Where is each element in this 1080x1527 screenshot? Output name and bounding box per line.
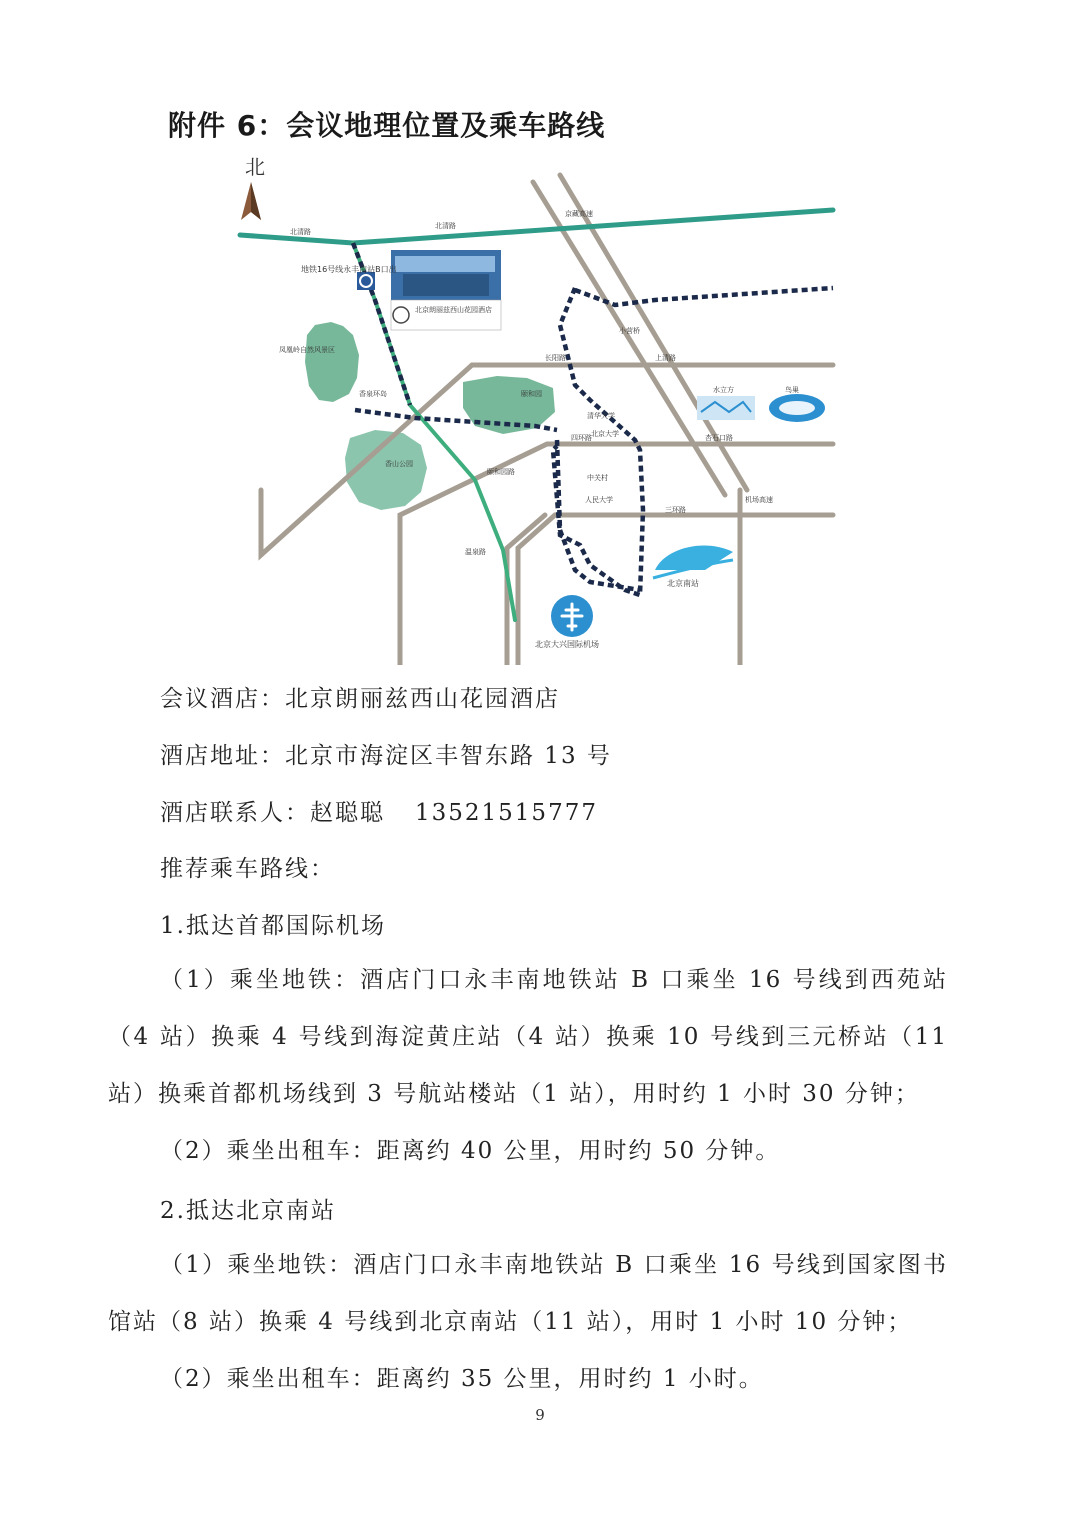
birdnest-label: 鸟巢 [785, 386, 799, 394]
daxing-airport-label: 北京大兴国际机场 [535, 640, 599, 649]
section1-item2: （2）乘坐出租车：距离约 40 公里，用时约 50 分钟。 [160, 1138, 781, 1164]
page-title: 附件 6：会议地理位置及乘车路线 [168, 109, 606, 142]
olympic-venues-icon [697, 394, 825, 422]
fragrant-hills-label: 香山公园 [385, 460, 413, 468]
xiaoyingqiao-label: 小营桥 [619, 327, 640, 335]
hotel-contact [160, 794, 598, 827]
road-label-east-top: 京藏高速 [565, 210, 593, 218]
north-arrow-icon [241, 155, 265, 220]
routes-label: 推荐乘车路线： [160, 856, 335, 882]
renmin-label: 人民大学 [585, 496, 613, 504]
road-label-wenquan: 温泉路 [465, 548, 486, 556]
section1-item1: （1）乘坐地铁：酒店门口永丰南地铁站 B 口乘坐 16 号线到西苑站（4 站）换乘 4 号线到海淀黄庄站（4 站）换乘 10 号线到三元桥站（11 站）换乘首都机场线到 3 号航站楼站（1 站），用时约 1 小时 30 分钟； [108, 967, 948, 1107]
hotel-address: 酒店地址：北京市海淀区丰智东路 13 号 [160, 743, 612, 769]
north-label: 北 [245, 155, 265, 179]
pku-label: 北京大学 [591, 430, 619, 438]
road-label-north-left: 北清路 [290, 228, 311, 236]
road-label-ring5: 上清路 [655, 354, 676, 362]
page-number: 9 [535, 1406, 545, 1424]
summer-palace-label: 颐和园 [521, 390, 542, 398]
hotel-name: 会议酒店：北京朗丽兹西山花园酒店 [160, 686, 560, 712]
train-station-icon [653, 546, 733, 578]
beijing-south-label: 北京南站 [667, 579, 699, 588]
watercube-label: 水立方 [713, 386, 734, 394]
section2-item2: （2）乘坐出租车：距离约 35 公里，用时约 1 小时。 [160, 1366, 764, 1392]
hotel-station-label: 地铁16号线永丰南站B口出 [301, 265, 397, 274]
hotel-photo [391, 250, 501, 330]
road-label-airport: 机场高速 [745, 496, 773, 504]
zgc-label: 中关村 [587, 474, 608, 482]
section2-item1: （1）乘坐地铁：酒店门口永丰南地铁站 B 口乘坐 16 号线到国家图书馆站（8 站）换乘 4 号线到北京南站（11 站），用时 1 小时 10 分钟； [108, 1252, 948, 1335]
section2-heading: 2.抵达北京南站 [160, 1198, 336, 1224]
road-label-yingyuan: 颐和园路 [487, 468, 515, 476]
fhill-label: 凤凰岭自然风景区 [279, 346, 335, 354]
tsinghua-label: 清华大学 [587, 412, 615, 420]
hotel-label: 北京朗丽兹西山花园酒店 [415, 306, 492, 314]
road-north-ring [240, 210, 833, 243]
airport-icon [551, 595, 593, 637]
road-label-xingshikou: 杏石口路 [705, 434, 733, 442]
section1-heading: 1.抵达首都国际机场 [160, 913, 386, 939]
subway-station-icon [357, 272, 375, 290]
road-label-north-mid: 北清路 [435, 222, 456, 230]
contact-label: 酒店联系人：赵聪聪 [160, 800, 385, 826]
contact-phone: 13521515777 [415, 800, 598, 826]
road-label-changping: 长阳路 [545, 354, 566, 362]
road-label-sihuan: 四环路 [571, 434, 592, 442]
road-label-xiangquan: 香泉环岛 [359, 390, 387, 398]
road-label-sanhuan: 三环路 [665, 506, 686, 514]
route-map [235, 150, 840, 665]
subway-line-northeast [575, 288, 833, 305]
fenghuangling-park [305, 322, 359, 402]
